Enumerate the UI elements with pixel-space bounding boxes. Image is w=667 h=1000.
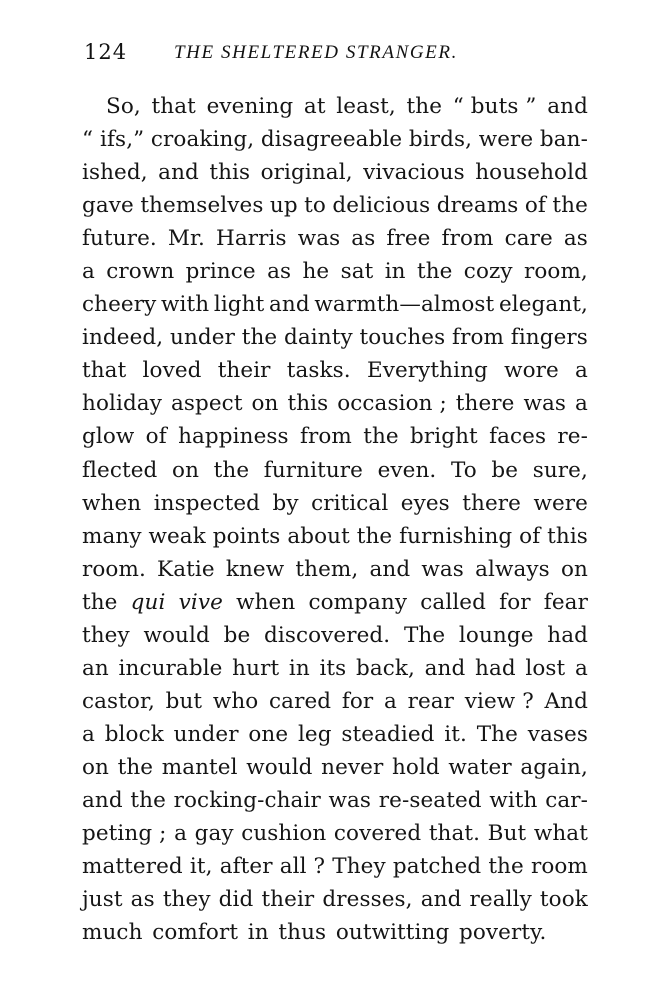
word: Everything xyxy=(366,358,488,384)
word: really xyxy=(469,887,532,913)
word: evening xyxy=(206,94,294,119)
word: under xyxy=(170,325,235,351)
word: hurt xyxy=(232,655,280,681)
word: But xyxy=(487,821,527,847)
page-number: 124 xyxy=(84,40,128,64)
word: room xyxy=(530,854,588,880)
text-line xyxy=(82,387,588,420)
word: many xyxy=(82,523,142,549)
word: just xyxy=(82,887,123,913)
word: peting ; xyxy=(82,821,167,847)
word: that xyxy=(151,94,196,119)
word: re-seated xyxy=(378,787,482,813)
word: Harris xyxy=(216,226,287,252)
word: at xyxy=(303,94,326,119)
word: mattered xyxy=(82,854,183,880)
word: a xyxy=(82,721,95,747)
word: room. xyxy=(82,556,146,582)
word: in xyxy=(247,920,269,946)
word: lost xyxy=(525,655,566,681)
word: prince xyxy=(185,259,256,285)
word: what xyxy=(533,821,588,847)
word: fear xyxy=(543,589,588,615)
text-line xyxy=(82,487,588,520)
word: sat xyxy=(340,259,374,285)
word: the xyxy=(406,94,443,119)
word: least, xyxy=(336,94,396,119)
word: The xyxy=(476,721,518,747)
word: an xyxy=(82,655,109,681)
word: outwitting xyxy=(335,920,450,946)
word: that. xyxy=(428,821,481,847)
word: up xyxy=(269,193,298,219)
word: on xyxy=(82,754,109,780)
word: as xyxy=(267,259,292,285)
text-line xyxy=(82,718,588,751)
word: a xyxy=(174,821,187,847)
word: water xyxy=(448,754,512,780)
word: thus xyxy=(278,920,327,946)
text-line xyxy=(82,553,588,586)
word: hold xyxy=(391,754,440,780)
word: after xyxy=(219,854,273,880)
word: as xyxy=(130,887,155,913)
word: “ buts ” xyxy=(452,94,537,119)
word: bright xyxy=(410,424,478,450)
word: The xyxy=(403,622,446,648)
word: delicious xyxy=(332,193,431,219)
word: warmth—almost xyxy=(314,292,495,318)
word: would xyxy=(246,754,313,780)
text-line xyxy=(82,817,588,850)
word: called xyxy=(420,589,486,615)
word: but xyxy=(165,688,203,714)
word: he xyxy=(302,259,330,285)
word: dreams xyxy=(436,193,519,219)
word: the xyxy=(552,193,588,219)
word: did xyxy=(218,887,254,913)
word: croaking, xyxy=(150,127,255,153)
text-line xyxy=(82,288,588,321)
word: Mr. xyxy=(167,226,205,252)
word: it. xyxy=(444,721,467,747)
word: much xyxy=(82,920,143,946)
word: be xyxy=(223,622,251,648)
word: from xyxy=(299,424,352,450)
word: faces xyxy=(489,424,547,450)
word: when xyxy=(236,589,296,615)
text-line xyxy=(82,520,588,553)
word: wore xyxy=(504,358,559,384)
word: on xyxy=(560,556,588,582)
word: disagreeable xyxy=(260,127,403,153)
word: about xyxy=(287,523,350,549)
word: crown xyxy=(106,259,175,285)
word: a xyxy=(383,688,397,714)
word: room, xyxy=(523,259,588,285)
word: sure, xyxy=(532,457,588,483)
running-title: THE SHELTERED STRANGER. xyxy=(174,42,458,63)
word: back, xyxy=(355,655,415,681)
text-line xyxy=(82,222,588,255)
word: and xyxy=(158,160,199,186)
word: on xyxy=(251,391,279,417)
word: this xyxy=(547,523,588,549)
word: for xyxy=(341,688,374,714)
word: vive xyxy=(178,589,223,615)
word: gay xyxy=(194,821,234,847)
word: was xyxy=(523,391,567,417)
word: with xyxy=(161,292,210,318)
word: mantel xyxy=(161,754,238,780)
word: its xyxy=(319,655,347,681)
word: cozy xyxy=(463,259,513,285)
word: vivacious xyxy=(363,160,465,186)
word: always xyxy=(475,556,550,582)
word: from xyxy=(452,325,504,351)
text-line xyxy=(82,123,588,156)
word: castor, xyxy=(82,688,155,714)
text-line xyxy=(82,652,588,685)
text-line xyxy=(82,189,588,222)
word: as xyxy=(563,226,588,252)
word: of xyxy=(519,523,541,549)
word: a xyxy=(82,259,95,285)
word: and xyxy=(269,292,310,318)
word: aspect xyxy=(170,391,243,417)
word: would xyxy=(143,622,210,648)
word: critical xyxy=(311,490,389,516)
word: of xyxy=(145,424,167,450)
word: a xyxy=(574,391,588,417)
word: with xyxy=(489,787,538,813)
word: happiness xyxy=(178,424,289,450)
word: inspected xyxy=(153,490,261,516)
word: glow xyxy=(82,424,135,450)
text-line xyxy=(82,454,588,487)
word: touches xyxy=(359,325,446,351)
word: household xyxy=(475,160,588,186)
word: “ ifs,” xyxy=(82,127,145,153)
text-line xyxy=(82,255,588,288)
text-line xyxy=(82,420,588,453)
word: birds, xyxy=(408,127,473,153)
word: weak xyxy=(148,523,206,549)
word: future. xyxy=(82,226,157,252)
word: themselves xyxy=(140,193,264,219)
word: flected xyxy=(82,457,158,483)
word: vases xyxy=(527,721,588,747)
word: the xyxy=(363,424,399,450)
word: a xyxy=(574,655,588,681)
word: it, xyxy=(189,854,213,880)
word: the xyxy=(356,523,393,549)
word: were xyxy=(478,127,534,153)
word: occasion ; xyxy=(337,391,447,417)
text-line xyxy=(82,90,588,123)
word: dresses, xyxy=(322,887,413,913)
word: covered xyxy=(333,821,422,847)
word: there xyxy=(455,391,515,417)
word: this xyxy=(209,160,251,186)
page-header xyxy=(84,40,584,70)
word: this xyxy=(287,391,329,417)
body-paragraph xyxy=(82,90,588,949)
word: on xyxy=(172,457,200,483)
word: free xyxy=(386,226,431,252)
word: when xyxy=(82,490,142,516)
word: leg xyxy=(297,721,332,747)
word: and xyxy=(420,887,462,913)
word: dainty xyxy=(284,325,353,351)
text-line xyxy=(82,586,588,619)
word: loved xyxy=(142,358,202,384)
word: had xyxy=(475,655,516,681)
word: and xyxy=(547,94,588,119)
word: To xyxy=(450,457,477,483)
text-line xyxy=(82,751,588,784)
text-line xyxy=(82,784,588,817)
word: in xyxy=(288,655,310,681)
word: care xyxy=(504,226,553,252)
word: gave xyxy=(82,193,134,219)
word: there xyxy=(462,490,521,516)
word: never xyxy=(321,754,384,780)
word: cheery xyxy=(82,292,157,318)
word: re- xyxy=(557,424,588,450)
word: indeed, xyxy=(82,325,164,351)
word: the xyxy=(117,754,154,780)
word: block xyxy=(104,721,164,747)
word: them, xyxy=(295,556,359,582)
text-line xyxy=(82,354,588,387)
word: their xyxy=(261,887,315,913)
word: points xyxy=(212,523,281,549)
word: rear xyxy=(407,688,455,714)
word: was xyxy=(297,226,341,252)
word: for xyxy=(499,589,531,615)
text-line xyxy=(82,619,588,652)
word: company xyxy=(308,589,408,615)
word: discovered. xyxy=(264,622,391,648)
word: the xyxy=(241,325,278,351)
word: fingers xyxy=(510,325,588,351)
word: steadied xyxy=(341,721,435,747)
word: the xyxy=(82,589,118,615)
word: furniture xyxy=(263,457,363,483)
word: they xyxy=(82,622,130,648)
word: in xyxy=(384,259,406,285)
word: who xyxy=(212,688,259,714)
word: car- xyxy=(545,787,588,813)
word: be xyxy=(491,457,519,483)
word: tasks. xyxy=(286,358,351,384)
word: they xyxy=(162,887,211,913)
text-line xyxy=(82,685,588,718)
word: from xyxy=(441,226,494,252)
word: eyes xyxy=(400,490,450,516)
word: knew xyxy=(225,556,285,582)
word: light xyxy=(213,292,265,318)
word: holiday xyxy=(82,391,162,417)
word: had xyxy=(547,622,588,648)
word: furnishing xyxy=(399,523,513,549)
word: They xyxy=(332,854,386,880)
text-line xyxy=(82,850,588,883)
word: and xyxy=(369,556,411,582)
word: view ? xyxy=(464,688,534,714)
text-line xyxy=(82,156,588,189)
word: to xyxy=(304,193,326,219)
word: cared xyxy=(269,688,332,714)
word: even. xyxy=(377,457,437,483)
word: were xyxy=(533,490,588,516)
word: ban- xyxy=(539,127,588,153)
word: rocking-chair xyxy=(173,787,321,813)
word: of xyxy=(524,193,546,219)
word: all ? xyxy=(279,854,326,880)
word: the xyxy=(416,259,453,285)
word: the xyxy=(213,457,250,483)
word: under xyxy=(173,721,239,747)
word: and xyxy=(82,787,123,813)
word: cushion xyxy=(241,821,327,847)
word: their xyxy=(217,358,271,384)
word: that xyxy=(82,358,127,384)
word: qui xyxy=(130,589,166,615)
text-line xyxy=(82,916,588,949)
word: a xyxy=(575,358,588,384)
word: again, xyxy=(520,754,588,780)
word: was xyxy=(421,556,464,582)
word: So, xyxy=(106,94,141,119)
text-line xyxy=(82,883,588,916)
word: lounge xyxy=(458,622,534,648)
word: and xyxy=(424,655,466,681)
word: one xyxy=(248,721,289,747)
word: as xyxy=(351,226,376,252)
word: by xyxy=(272,490,299,516)
word: Katie xyxy=(157,556,215,582)
word: ished, xyxy=(82,160,148,186)
word: incurable xyxy=(118,655,223,681)
word: comfort xyxy=(152,920,239,946)
word: original, xyxy=(260,160,353,186)
word: took xyxy=(539,887,588,913)
word: poverty. xyxy=(459,920,547,946)
word: elegant, xyxy=(498,292,588,318)
word: the xyxy=(488,854,524,880)
word: patched xyxy=(392,854,482,880)
word: And xyxy=(544,688,588,714)
word: was xyxy=(328,787,372,813)
word: the xyxy=(130,787,166,813)
text-line xyxy=(82,321,588,354)
